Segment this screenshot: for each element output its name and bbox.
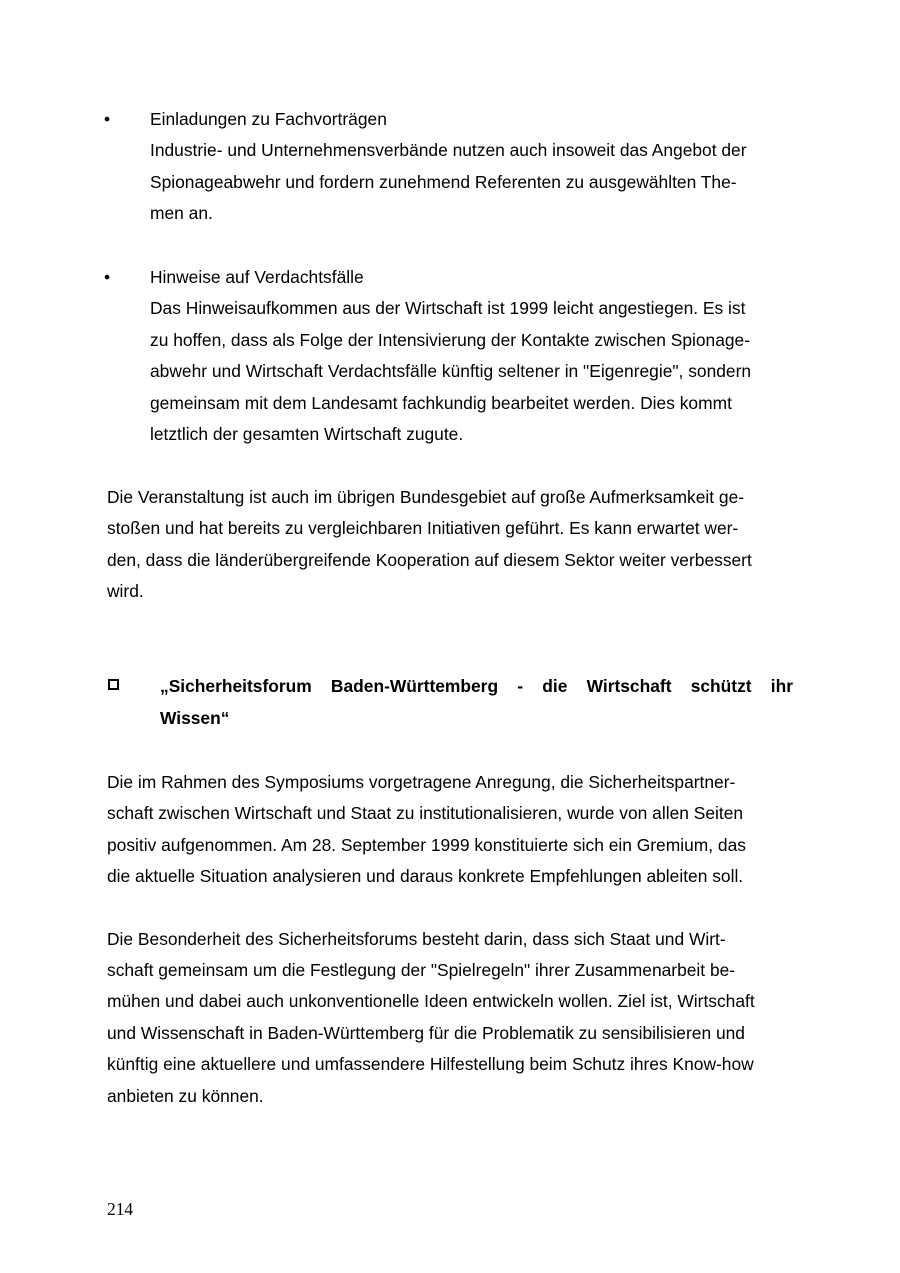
checkbox-square-icon bbox=[108, 679, 119, 690]
text-line: Das Hinweisaufkommen aus der Wirtschaft ist 1999 leicht angestiegen. Es ist bbox=[150, 298, 746, 318]
text-line: den, dass die länderübergreifende Kooperation auf diesem Sektor weiter verbessert bbox=[107, 550, 752, 570]
list-item-title: Einladungen zu Fachvorträgen bbox=[150, 109, 387, 129]
text-line: gemeinsam mit dem Landesamt fachkundig bearbeitet werden. Dies kommt bbox=[150, 393, 732, 413]
text-line: anbieten zu können. bbox=[107, 1086, 264, 1106]
text-line: wird. bbox=[107, 581, 144, 601]
text-line: Die Veranstaltung ist auch im übrigen Bundesgebiet auf große Aufmerksamkeit ge- bbox=[107, 487, 745, 507]
text-line: mühen und dabei auch unkonventionelle Ideen entwickeln wollen. Ziel ist, Wirtschaft bbox=[107, 991, 755, 1011]
text-line: Spionageabwehr und fordern zunehmend Referenten zu ausgewählten The- bbox=[150, 172, 737, 192]
text-line: abwehr und Wirtschaft Verdachtsfälle künftig seltener in "Eigenregie", sondern bbox=[150, 361, 752, 381]
text-line: die aktuelle Situation analysieren und daraus konkrete Empfehlungen ableiten soll. bbox=[107, 866, 744, 886]
text-line: künftig eine aktuellere und umfassendere Hilfestellung beim Schutz ihres Know-how bbox=[107, 1054, 754, 1074]
bullet-marker: • bbox=[104, 267, 111, 287]
text-line: zu hoffen, dass als Folge der Intensivierung der Kontakte zwischen Spionage- bbox=[150, 330, 751, 350]
heading-line: Wissen“ bbox=[160, 708, 230, 728]
text-line: schaft gemeinsam um die Festlegung der "Spielregeln" ihrer Zusammenarbeit be- bbox=[107, 960, 736, 980]
list-item-title: Hinweise auf Verdachtsfälle bbox=[150, 267, 364, 287]
text-line: letztlich der gesamten Wirtschaft zugute. bbox=[150, 424, 464, 444]
text-line: und Wissenschaft in Baden-Württemberg für die Problematik zu sensibilisieren und bbox=[107, 1023, 745, 1043]
heading-line: „Sicherheitsforum Baden-Württemberg - die Wirtschaft schützt ihr bbox=[160, 676, 793, 696]
bullet-marker: • bbox=[104, 109, 111, 129]
text-line: Die im Rahmen des Symposiums vorgetragene Anregung, die Sicherheitspartner- bbox=[107, 772, 736, 792]
text-line: Die Besonderheit des Sicherheitsforums besteht darin, dass sich Staat und Wirt- bbox=[107, 929, 726, 949]
text-line: positiv aufgenommen. Am 28. September 1999 konstituierte sich ein Gremium, das bbox=[107, 835, 746, 855]
text-line: men an. bbox=[150, 203, 213, 223]
text-line: stoßen und hat bereits zu vergleichbaren Initiativen geführt. Es kann erwartet wer- bbox=[107, 518, 739, 538]
text-line: schaft zwischen Wirtschaft und Staat zu institutionalisieren, wurde von allen Seiten bbox=[107, 803, 744, 823]
page-number: 214 bbox=[107, 1199, 134, 1219]
text-line: Industrie- und Unternehmensverbände nutzen auch insoweit das Angebot der bbox=[150, 140, 747, 160]
